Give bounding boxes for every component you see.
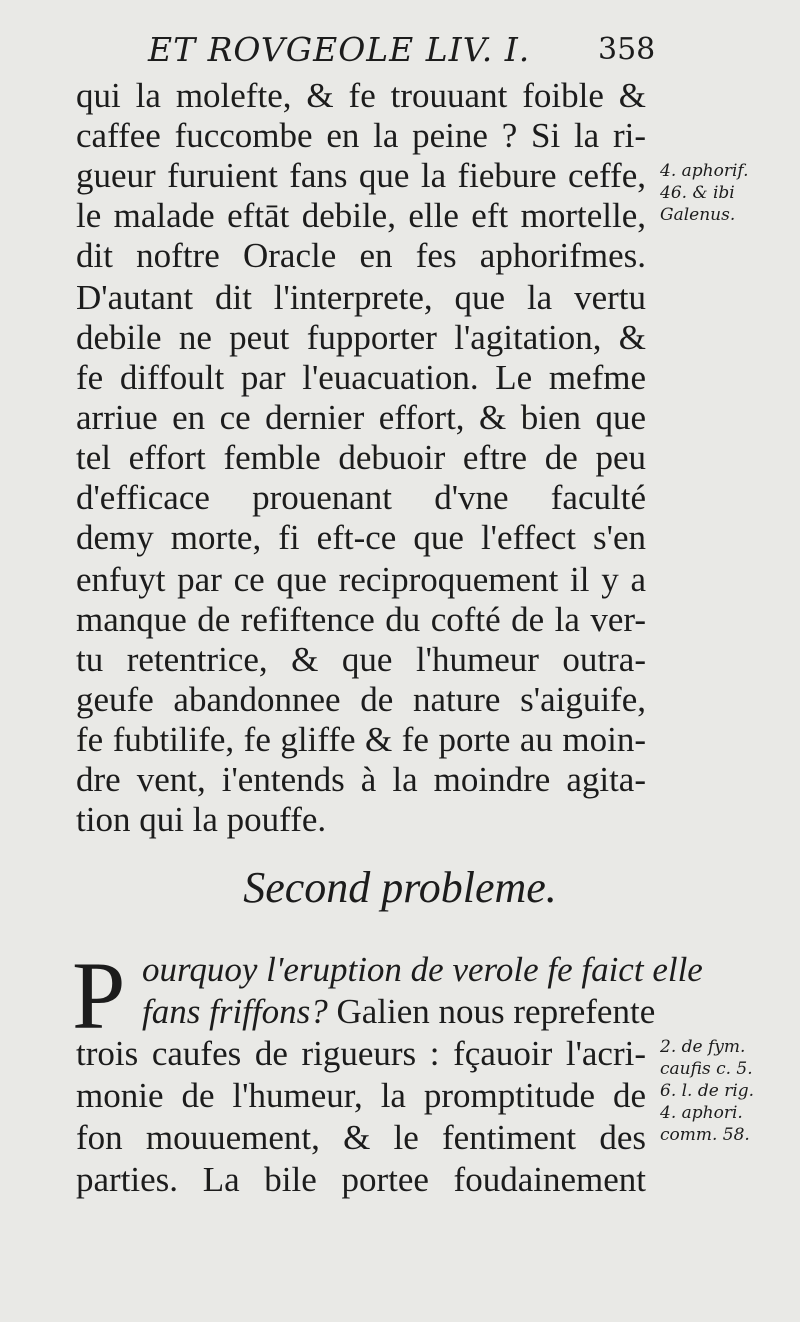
text-line: d'efficace prouenant d'vne faculté [76, 478, 646, 517]
drop-cap: P [72, 942, 126, 1049]
margin-note-line: 6. l. de rig. [660, 1081, 755, 1101]
text-line: tu retentrice, & que l'humeur outra- [76, 640, 646, 679]
text-line: debile ne peut fupporter l'agitation, & [76, 318, 646, 357]
text-line: trois caufes de rigueurs : fçauoir l'acri- [76, 1034, 646, 1073]
text-line: manque de refiftence du cofté de la ver- [76, 600, 646, 639]
text-line: fe diffoult par l'euacuation. Le mefme [76, 358, 646, 397]
section-title: Second probleme. [243, 863, 557, 912]
text-line: le malade eftāt debile, elle eft mortelle, [76, 196, 646, 235]
text-line: fon mouuement, & le fentiment des [76, 1118, 646, 1157]
text-line: parties. La bile portee foudainement [76, 1160, 646, 1199]
text-line: tion qui la pouffe. [76, 800, 327, 839]
text-line: enfuyt par ce que reciproquement il y a [76, 560, 646, 599]
page-number: 358 [598, 32, 656, 67]
margin-note-galen [660, 1036, 790, 1146]
text-line: dit noftre Oracle en fes aphorifmes. [76, 236, 646, 275]
text-line [142, 992, 656, 1032]
text-line: arriue en ce dernier effort, & bien que [76, 398, 646, 437]
text-line: tel effort femble debuoir eftre de peu [76, 438, 646, 477]
margin-note-line: comm. 58. [660, 1125, 750, 1145]
margin-note-line: Galenus. [660, 205, 736, 225]
text-line: dre vent, i'entends à la moindre agita- [76, 760, 646, 799]
text-line: gueur furuient fans que la fiebure ceffe, [76, 156, 646, 195]
margin-note-line: caufis c. 5. [660, 1059, 753, 1079]
question-italic: fans friffons? [142, 992, 328, 1031]
question-rest: Galien nous reprefente [327, 992, 656, 1031]
margin-note-line: 2. de fym. [660, 1037, 746, 1057]
text-line: caffee fuccombe en la peine ? Si la ri- [76, 116, 646, 155]
running-title: ET ROVGEOLE LIV. I. [148, 30, 531, 69]
text-line: qui la molefte, & fe trouuant foible & [76, 76, 646, 115]
text-line: demy morte, fi eft-ce que l'effect s'en [76, 518, 646, 557]
text-line: D'autant dit l'interprete, que la vertu [76, 278, 646, 317]
margin-note-aphorism [660, 160, 790, 226]
margin-note-line: 46. & ibi [660, 183, 735, 203]
margin-note-line: 4. aphori. [660, 1103, 743, 1123]
text-line: monie de l'humeur, la promptitude de [76, 1076, 646, 1115]
margin-note-line: 4. aphorif. [660, 161, 749, 181]
text-line: geufe abandonnee de nature s'aiguife, [76, 680, 646, 719]
text-line: ourquoy l'eruption de verole fe faict elle [142, 950, 703, 989]
text-line: fe fubtilife, fe gliffe & fe porte au moin- [76, 720, 646, 759]
